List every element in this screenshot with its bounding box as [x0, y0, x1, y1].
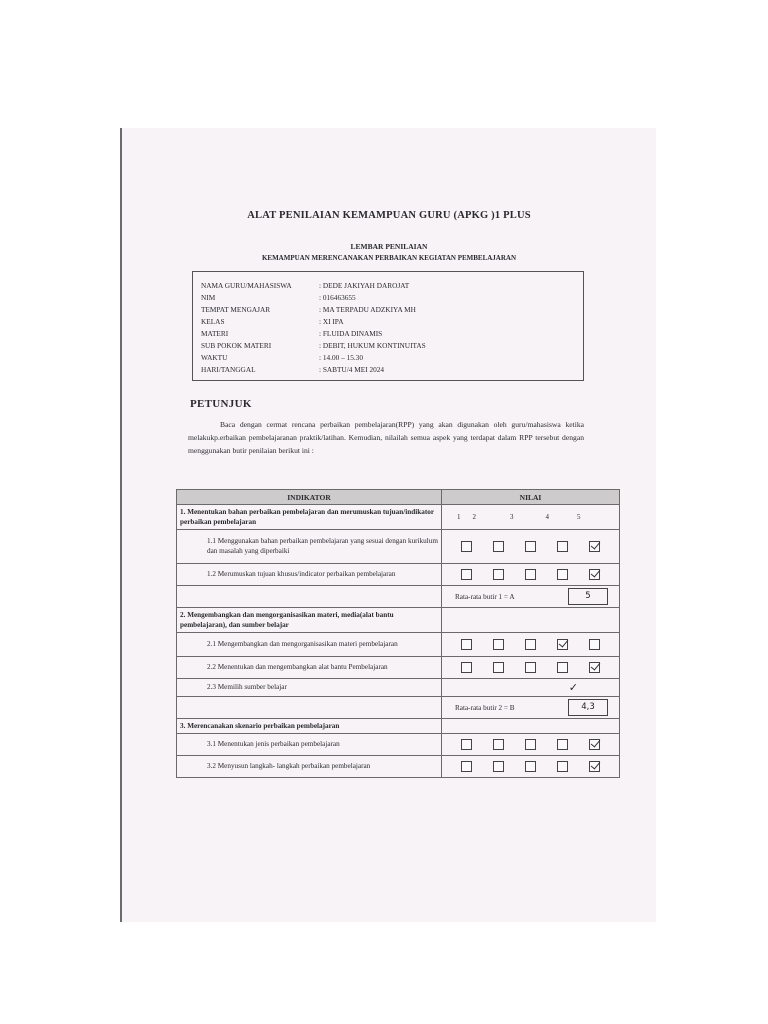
score-checkbox-1[interactable] — [461, 761, 472, 772]
average-row — [177, 697, 620, 719]
score-cell — [442, 756, 620, 778]
assessment-table — [176, 489, 620, 778]
average-cell — [442, 697, 620, 719]
identity-value: : DEDE JAKIYAH DAROJAT — [319, 281, 410, 290]
score-checkbox-4[interactable] — [557, 739, 568, 750]
identity-value: : 016463655 — [319, 293, 356, 302]
indicator-text: 2.2 Menentukan dan mengembangkan alat bantu Pembelajaran — [177, 657, 442, 679]
score-checkbox-4[interactable] — [557, 639, 568, 650]
score-checkbox-1[interactable] — [461, 739, 472, 750]
identity-value: : MA TERPADU ADZKIYA MH — [319, 305, 416, 314]
identity-label: HARI/TANGGAL — [201, 365, 256, 374]
score-cell — [442, 734, 620, 756]
score-checkbox-1[interactable] — [461, 541, 472, 552]
score-scale-label: 4 — [545, 513, 549, 521]
indicator-text: 2.3 Memilih sumber belajar — [177, 679, 442, 697]
indicator-row — [177, 657, 620, 679]
identity-label: NAMA GURU/MAHASISWA — [201, 281, 292, 290]
indicator-text: 2.1 Mengembangkan dan mengorganisasikan materi pembelajaran — [177, 633, 442, 657]
section-row — [177, 505, 620, 530]
identity-label: NIM — [201, 293, 216, 302]
check-mark-icon: ✓ — [568, 681, 578, 694]
identity-row — [201, 316, 343, 328]
identity-row — [201, 292, 356, 304]
score-cell — [442, 633, 620, 657]
section-row — [177, 719, 620, 734]
score-checkbox-group — [445, 739, 616, 750]
indicator-row — [177, 734, 620, 756]
score-checkbox-5[interactable] — [589, 639, 600, 650]
instructions-heading: PETUNJUK — [190, 398, 252, 410]
indicator-text: 1.1 Menggunakan bahan perbaikan pembelajaran yang sesuai dengan kurikulum dan masalah yang diperbaiki — [177, 530, 442, 564]
indicator-text: 3.2 Menyusun langkah- langkah perbaikan pembelajaran — [177, 756, 442, 778]
average-spacer — [177, 697, 442, 719]
identity-label: KELAS — [201, 317, 225, 326]
score-checkbox-1[interactable] — [461, 569, 472, 580]
average-value-box[interactable]: 4,3 — [568, 699, 608, 716]
score-checkbox-3[interactable] — [525, 541, 536, 552]
sheet-subtitle-detail: KEMAMPUAN MERENCANAKAN PERBAIKAN KEGIATAN PEMBELAJARAN — [261, 254, 517, 262]
score-scale-label: 2 — [472, 513, 476, 521]
score-checkbox-group — [445, 569, 616, 580]
average-wrap — [445, 588, 616, 605]
average-cell — [442, 586, 620, 608]
identity-row — [201, 328, 382, 340]
average-label: Rata-rata butir 1 = A — [455, 592, 515, 601]
identity-label: TEMPAT MENGAJAR — [201, 305, 271, 314]
score-checkbox-4[interactable] — [557, 541, 568, 552]
score-checkbox-4[interactable] — [557, 662, 568, 673]
score-checkbox-group — [445, 761, 616, 772]
score-cell — [442, 657, 620, 679]
average-label: Rata-rata butir 2 = B — [455, 703, 515, 712]
identity-label: WAKTU — [201, 353, 228, 362]
identity-row — [201, 364, 384, 376]
score-checkbox-5[interactable] — [589, 569, 600, 580]
indikator-header: INDIKATOR — [177, 490, 442, 505]
average-value-box[interactable]: 5 — [568, 588, 608, 605]
document-title: ALAT PENILAIAN KEMAMPUAN GURU (APKG )1 PLUS — [247, 210, 531, 221]
indicator-row — [177, 679, 620, 697]
indicator-row — [177, 564, 620, 586]
identity-value: : FLUIDA DINAMIS — [319, 329, 383, 338]
score-checkbox-2[interactable] — [493, 569, 504, 580]
score-checkbox-5[interactable] — [589, 662, 600, 673]
score-checkbox-group — [445, 639, 616, 650]
score-checkbox-3[interactable] — [525, 761, 536, 772]
identity-row — [201, 352, 363, 364]
score-checkbox-group — [445, 662, 616, 673]
score-checkbox-2[interactable] — [493, 541, 504, 552]
identity-value: : XI IPA — [319, 317, 344, 326]
indicator-text: 1.2 Merumuskan tujuan khusus/indicator perbaikan pembelajaran — [177, 564, 442, 586]
nilai-header: NILAI — [442, 490, 620, 505]
identity-label: SUB POKOK MATERI — [201, 341, 272, 350]
score-scale-cell — [442, 505, 620, 530]
identity-label: MATERI — [201, 329, 229, 338]
score-checkbox-5[interactable] — [589, 761, 600, 772]
score-scale-cell — [442, 608, 620, 633]
identity-box — [192, 271, 584, 381]
score-scale-label: 1 — [457, 513, 461, 521]
section-title: 1. Menentukan bahan perbaikan pembelajaran dan merumuskan tujuan/indikator perbaikan pembelajaran — [177, 505, 442, 530]
identity-value: : DEBIT, HUKUM KONTINUITAS — [319, 341, 426, 350]
score-checkbox-5[interactable] — [589, 541, 600, 552]
score-checkbox-5[interactable] — [589, 739, 600, 750]
identity-row — [201, 340, 426, 352]
average-spacer — [177, 586, 442, 608]
identity-value: : SABTU/4 MEI 2024 — [319, 365, 385, 374]
score-checkbox-1[interactable] — [461, 639, 472, 650]
score-cell — [442, 530, 620, 564]
average-wrap — [445, 699, 616, 716]
indicator-row — [177, 633, 620, 657]
score-checkbox-3[interactable] — [525, 639, 536, 650]
score-checkbox-group — [445, 541, 616, 552]
score-checkbox-3[interactable] — [525, 739, 536, 750]
document-sheet — [122, 128, 656, 922]
identity-row — [201, 304, 416, 316]
score-scale — [445, 513, 616, 521]
indicator-row — [177, 756, 620, 778]
score-checkbox-2[interactable] — [493, 639, 504, 650]
score-cell — [442, 564, 620, 586]
average-row — [177, 586, 620, 608]
score-checkbox-4[interactable] — [557, 569, 568, 580]
score-checkbox-3[interactable] — [525, 662, 536, 673]
score-checkbox-2[interactable] — [493, 761, 504, 772]
instructions-text: Baca dengan cermat rencana perbaikan pembelajaran(RPP) yang akan digunakan oleh guru/mahasiswa ketika melakukp.erbaikan pembelajaranan praktik/latihan. Kemudian, nilailah semua aspek yang terdapat dalam RPP tersebut dengan menggunakan butir penilaian berikut ini : — [188, 420, 584, 455]
score-checkbox-2[interactable] — [493, 662, 504, 673]
sheet-subtitle: LEMBAR PENILAIAN — [350, 242, 428, 251]
score-checkbox-4[interactable] — [557, 761, 568, 772]
score-checkbox-1[interactable] — [461, 662, 472, 673]
identity-value: : 14.00 – 15.30 — [319, 353, 363, 362]
identity-row — [201, 280, 409, 292]
indicator-text: 3.1 Menentukan jenis perbaikan pembelajaran — [177, 734, 442, 756]
section-row — [177, 608, 620, 633]
section-title: 2. Mengembangkan dan mengorganisasikan materi, media(alat bantu pembelajaran), dan sumber belajar — [177, 608, 442, 633]
score-checkbox-3[interactable] — [525, 569, 536, 580]
score-scale-label: 3 — [510, 513, 514, 521]
score-scale-cell — [442, 719, 620, 734]
score-scale-label: 5 — [577, 513, 581, 521]
score-cell — [442, 679, 620, 697]
indicator-row — [177, 530, 620, 564]
score-checkbox-2[interactable] — [493, 739, 504, 750]
section-title: 3. Merencanakan skenario perbaikan pembelajaran — [177, 719, 442, 734]
